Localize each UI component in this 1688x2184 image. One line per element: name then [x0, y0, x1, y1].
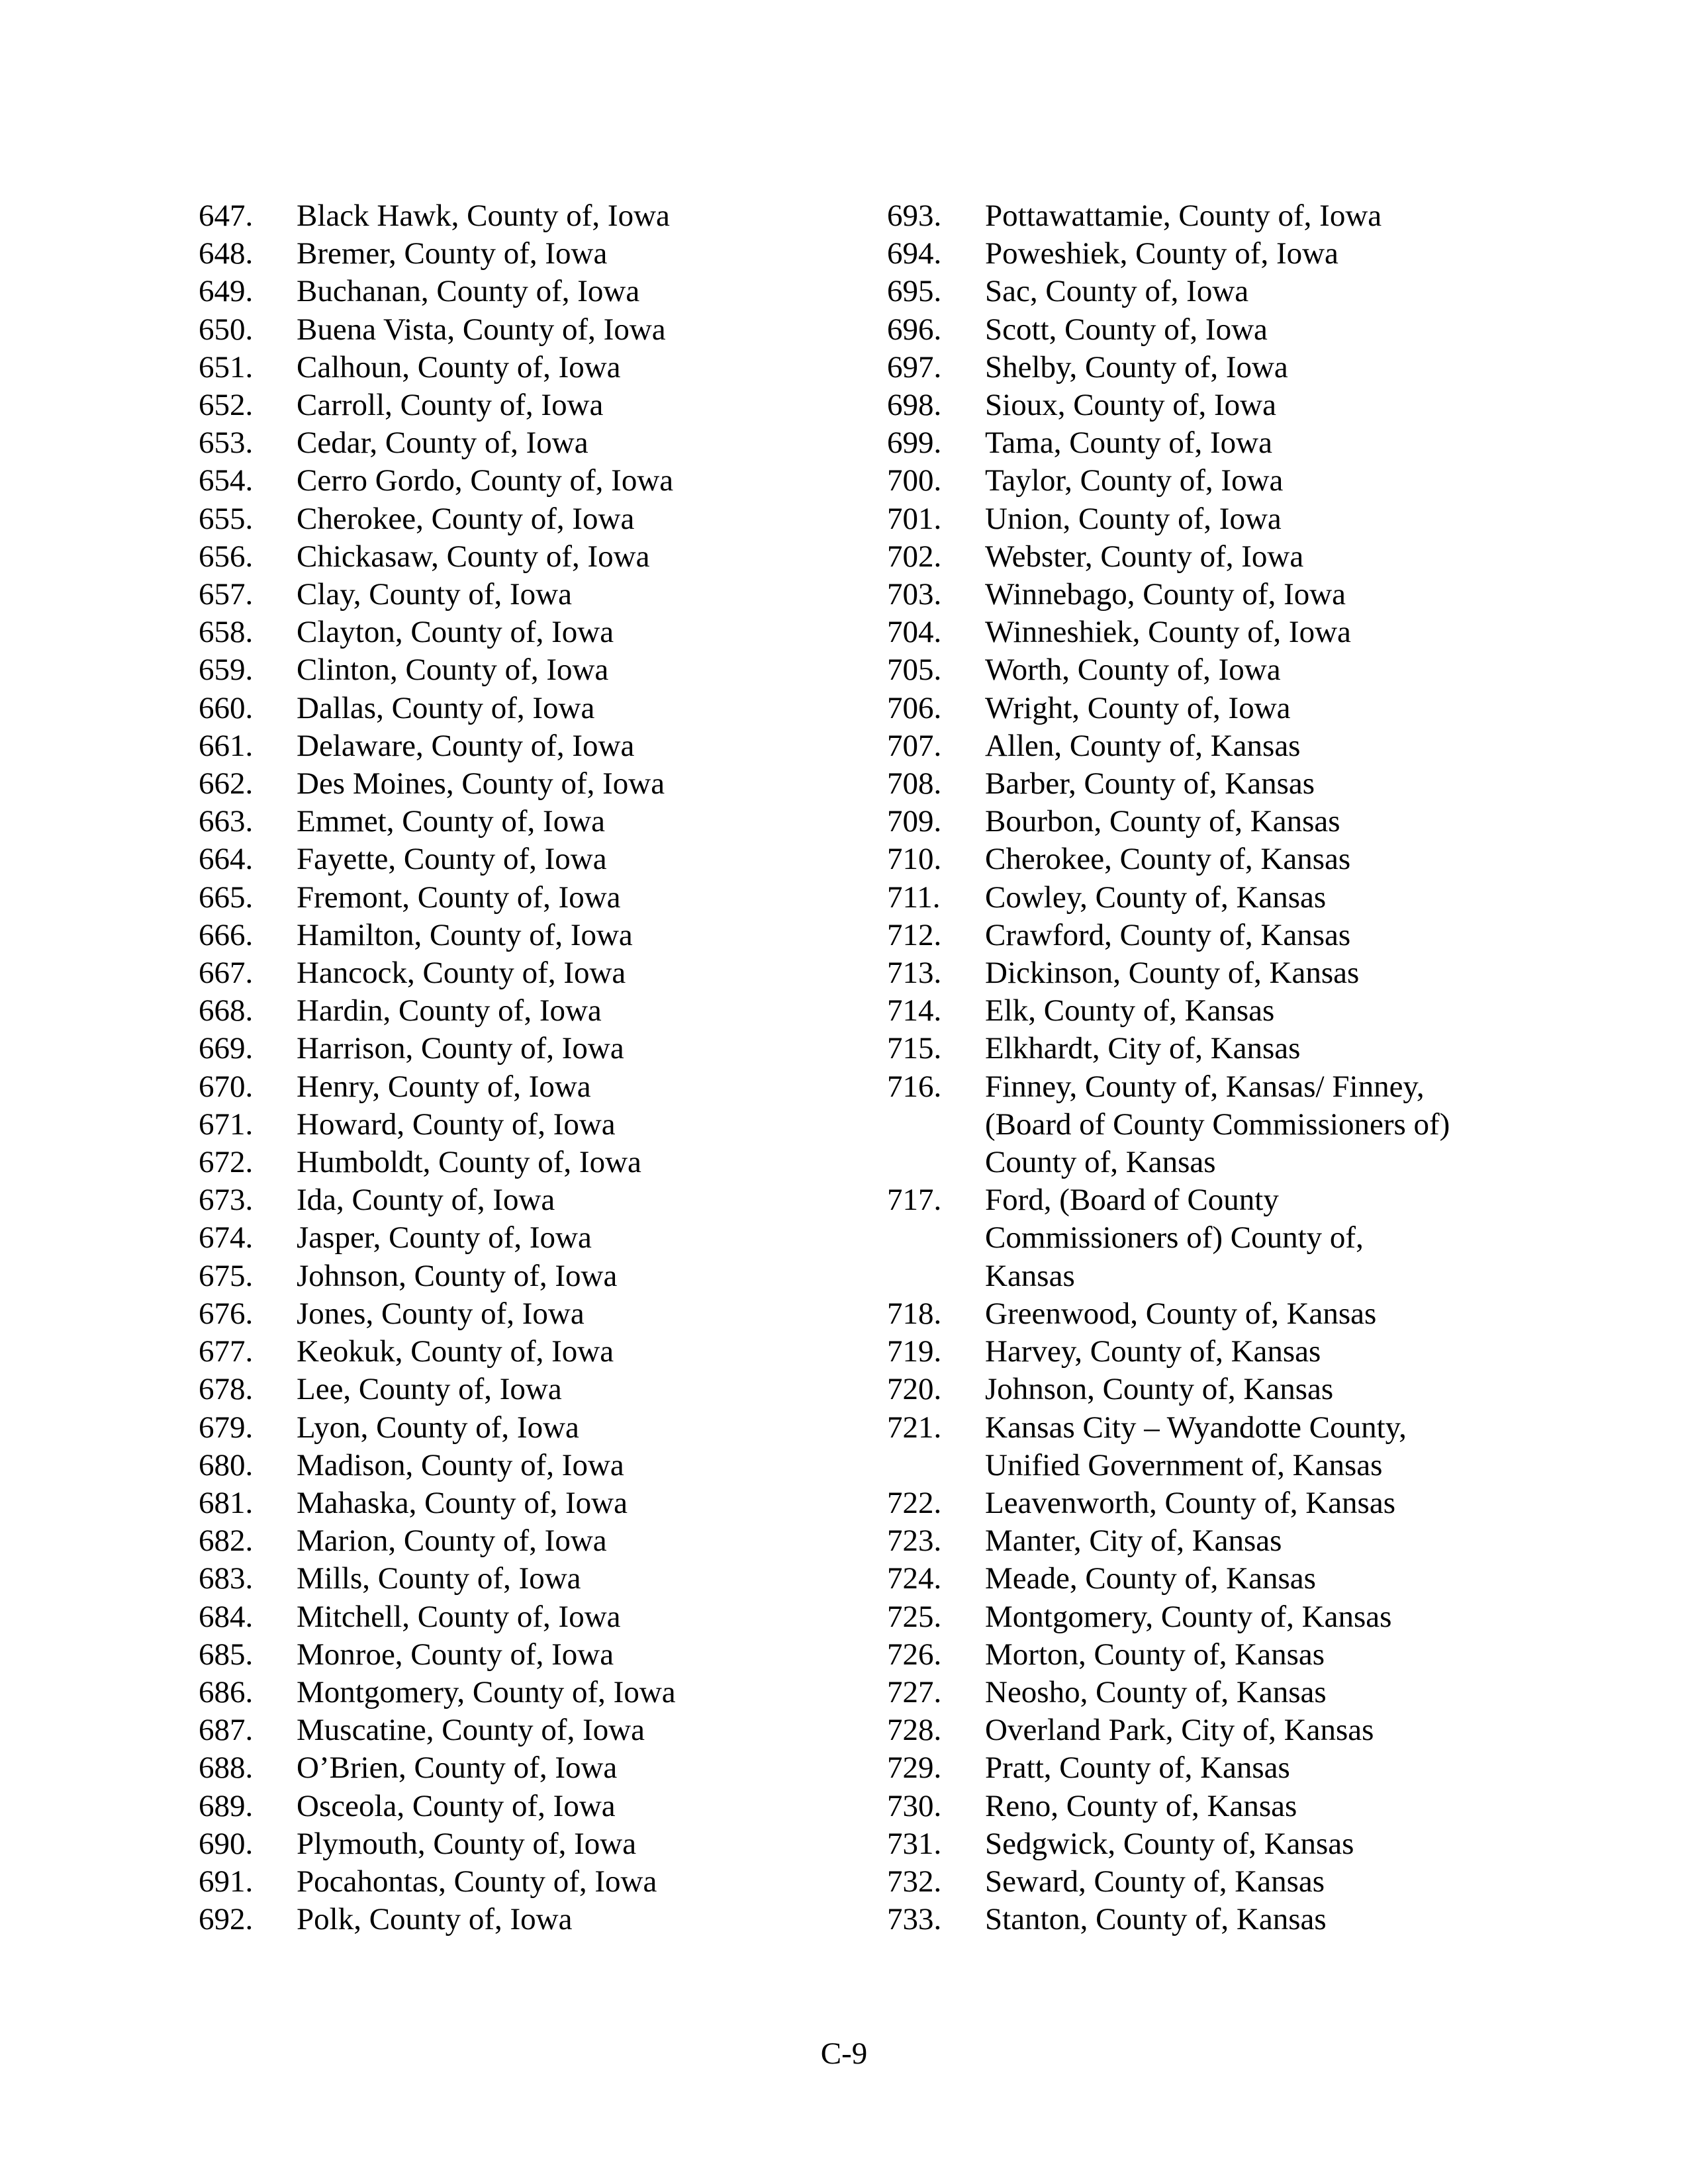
list-item	[887, 1598, 1516, 1636]
right-column-list	[887, 197, 1516, 1938]
list-item	[199, 1106, 861, 1144]
item-name: Union, County of, Iowa	[985, 501, 1282, 536]
item-number: 713.	[887, 956, 942, 991]
item-name: Henry, County of, Iowa	[297, 1069, 591, 1104]
item-number: 719.	[887, 1334, 942, 1369]
item-name: Mahaska, County of, Iowa	[297, 1485, 628, 1520]
item-name: Madison, County of, Iowa	[297, 1447, 624, 1482]
item-name: Johnson, County of, Iowa	[297, 1258, 618, 1293]
list-item	[887, 387, 1516, 424]
item-name: Crawford, County of, Kansas	[985, 917, 1351, 952]
item-name: Stanton, County of, Kansas	[985, 1902, 1327, 1937]
item-name: Neosho, County of, Kansas	[985, 1674, 1327, 1709]
item-name: Montgomery, County of, Kansas	[985, 1599, 1392, 1634]
list-item	[887, 197, 1516, 235]
item-number: 673.	[199, 1183, 254, 1218]
item-name: Calhoun, County of, Iowa	[297, 349, 621, 385]
item-number: 702.	[887, 539, 942, 574]
item-name: Montgomery, County of, Iowa	[297, 1674, 676, 1709]
item-name: Shelby, County of, Iowa	[985, 349, 1288, 385]
item-name: Muscatine, County of, Iowa	[297, 1713, 645, 1748]
list-item	[887, 1788, 1516, 1825]
item-number: 724.	[887, 1561, 942, 1596]
item-number: 686.	[199, 1674, 254, 1709]
list-item	[887, 917, 1516, 954]
item-name: Cherokee, County of, Kansas	[985, 842, 1351, 877]
item-number: 698.	[887, 388, 942, 423]
item-name: Seward, County of, Kansas	[985, 1864, 1325, 1899]
list-item	[887, 727, 1516, 765]
item-number: 694.	[887, 236, 942, 271]
item-name: Tama, County of, Iowa	[985, 426, 1272, 461]
list-item	[887, 1484, 1516, 1522]
item-name: Carroll, County of, Iowa	[297, 388, 604, 423]
list-item	[887, 349, 1516, 387]
item-number: 707.	[887, 728, 942, 763]
list-item	[199, 954, 861, 992]
list-item	[199, 992, 861, 1030]
list-item	[199, 765, 861, 803]
list-item	[199, 1181, 861, 1219]
list-item	[887, 1181, 1516, 1295]
list-item	[887, 765, 1516, 803]
item-name: Des Moines, County of, Iowa	[297, 766, 665, 801]
item-name: Keokuk, County of, Iowa	[297, 1334, 614, 1369]
item-number: 666.	[199, 917, 254, 952]
item-name: Monroe, County of, Iowa	[297, 1637, 614, 1672]
item-name: Sioux, County of, Iowa	[985, 388, 1276, 423]
item-number: 696.	[887, 312, 942, 347]
list-item	[199, 311, 861, 349]
item-number: 689.	[199, 1788, 254, 1823]
item-number: 674.	[199, 1220, 254, 1255]
list-item	[199, 614, 861, 651]
list-item	[199, 1257, 861, 1295]
item-number: 710.	[887, 842, 942, 877]
item-number: 661.	[199, 728, 254, 763]
list-item	[887, 954, 1516, 992]
list-item	[199, 1636, 861, 1674]
item-name: Johnson, County of, Kansas	[985, 1372, 1334, 1407]
item-number: 679.	[199, 1410, 254, 1445]
item-number: 678.	[199, 1372, 254, 1407]
item-number: 668.	[199, 993, 254, 1028]
item-number: 682.	[199, 1524, 254, 1559]
item-number: 691.	[199, 1864, 254, 1899]
item-name: Pratt, County of, Kansas	[985, 1751, 1290, 1786]
item-name: Leavenworth, County of, Kansas	[985, 1485, 1395, 1520]
item-number: 704.	[887, 615, 942, 650]
list-item	[887, 1749, 1516, 1787]
item-name: Harvey, County of, Kansas	[985, 1334, 1321, 1369]
item-number: 718.	[887, 1296, 942, 1331]
list-item	[887, 1409, 1516, 1484]
item-number: 665.	[199, 880, 254, 915]
list-item	[199, 1144, 861, 1181]
item-name: Manter, City of, Kansas	[985, 1524, 1282, 1559]
item-number: 670.	[199, 1069, 254, 1104]
item-name: Mitchell, County of, Iowa	[297, 1599, 621, 1634]
item-number: 660.	[199, 690, 254, 725]
item-name: Cowley, County of, Kansas	[985, 880, 1327, 915]
item-number: 676.	[199, 1296, 254, 1331]
list-item	[199, 1863, 861, 1901]
item-name: Lee, County of, Iowa	[297, 1372, 562, 1407]
list-item	[887, 841, 1516, 878]
list-item	[887, 1295, 1516, 1333]
item-number: 675.	[199, 1258, 254, 1293]
item-number: 664.	[199, 842, 254, 877]
list-item	[887, 1030, 1516, 1068]
item-name: Kansas City – Wyandotte County, Unified Government of, Kansas	[985, 1410, 1407, 1482]
list-item	[887, 311, 1516, 349]
list-item	[887, 651, 1516, 689]
item-number: 659.	[199, 653, 254, 688]
item-name: Bremer, County of, Iowa	[297, 236, 608, 271]
item-name: Clay, County of, Iowa	[297, 577, 572, 612]
item-name: Mills, County of, Iowa	[297, 1561, 581, 1596]
list-item	[199, 1030, 861, 1068]
item-number: 727.	[887, 1674, 942, 1709]
item-name: Poweshiek, County of, Iowa	[985, 236, 1338, 271]
item-number: 725.	[887, 1599, 942, 1634]
item-number: 672.	[199, 1145, 254, 1180]
list-item	[199, 1219, 861, 1257]
list-item	[199, 1484, 861, 1522]
item-number: 681.	[199, 1485, 254, 1520]
list-item	[199, 727, 861, 765]
item-name: Cedar, County of, Iowa	[297, 426, 588, 461]
item-number: 652.	[199, 388, 254, 423]
item-number: 705.	[887, 653, 942, 688]
item-number: 714.	[887, 993, 942, 1028]
item-number: 732.	[887, 1864, 942, 1899]
list-item	[887, 1863, 1516, 1901]
item-name: Plymouth, County of, Iowa	[297, 1826, 637, 1861]
item-name: Cherokee, County of, Iowa	[297, 501, 635, 536]
list-item	[199, 879, 861, 917]
item-number: 726.	[887, 1637, 942, 1672]
item-name: Dickinson, County of, Kansas	[985, 956, 1360, 991]
item-name: Reno, County of, Kansas	[985, 1788, 1297, 1823]
item-number: 723.	[887, 1524, 942, 1559]
list-item	[887, 1825, 1516, 1863]
list-item	[887, 424, 1516, 462]
item-number: 667.	[199, 956, 254, 991]
item-name: Meade, County of, Kansas	[985, 1561, 1316, 1596]
item-number: 729.	[887, 1751, 942, 1786]
item-name: Morton, County of, Kansas	[985, 1637, 1325, 1672]
item-number: 711.	[887, 880, 941, 915]
item-number: 731.	[887, 1826, 942, 1861]
item-name: Pottawattamie, County of, Iowa	[985, 199, 1382, 233]
item-number: 690.	[199, 1826, 254, 1861]
list-item	[199, 1674, 861, 1711]
item-number: 695.	[887, 274, 942, 309]
item-number: 720.	[887, 1372, 942, 1407]
item-number: 658.	[199, 615, 254, 650]
item-number: 651.	[199, 349, 254, 385]
item-name: Polk, County of, Iowa	[297, 1902, 573, 1937]
item-name: Jasper, County of, Iowa	[297, 1220, 592, 1255]
list-item	[199, 841, 861, 878]
list-item	[887, 500, 1516, 538]
list-item	[199, 349, 861, 387]
list-item	[199, 803, 861, 841]
item-name: Taylor, County of, Iowa	[985, 463, 1284, 498]
item-name: Lyon, County of, Iowa	[297, 1410, 579, 1445]
list-item	[887, 690, 1516, 727]
list-item	[199, 1901, 861, 1938]
list-item	[887, 1636, 1516, 1674]
list-item	[199, 1711, 861, 1749]
item-name: Greenwood, County of, Kansas	[985, 1296, 1377, 1331]
item-name: Humboldt, County of, Iowa	[297, 1145, 641, 1180]
item-name: Clinton, County of, Iowa	[297, 653, 609, 688]
item-number: 697.	[887, 349, 942, 385]
item-name: O’Brien, County of, Iowa	[297, 1751, 618, 1786]
list-item	[199, 462, 861, 500]
item-number: 654.	[199, 463, 254, 498]
list-item	[199, 1825, 861, 1863]
list-item	[199, 1560, 861, 1598]
list-item	[887, 538, 1516, 576]
item-name: Elk, County of, Kansas	[985, 993, 1275, 1028]
list-item	[887, 1068, 1516, 1182]
item-number: 657.	[199, 577, 254, 612]
list-item	[199, 387, 861, 424]
list-item	[887, 1901, 1516, 1938]
item-number: 649.	[199, 274, 254, 309]
item-name: Buchanan, County of, Iowa	[297, 274, 640, 309]
item-name: Barber, County of, Kansas	[985, 766, 1315, 801]
item-name: Fremont, County of, Iowa	[297, 880, 621, 915]
item-name: Winneshiek, County of, Iowa	[985, 615, 1351, 650]
list-item	[887, 879, 1516, 917]
item-number: 693.	[887, 199, 942, 233]
item-name: Hancock, County of, Iowa	[297, 956, 626, 991]
list-item	[887, 1371, 1516, 1408]
list-item	[887, 992, 1516, 1030]
item-number: 647.	[199, 199, 254, 233]
item-name: Overland Park, City of, Kansas	[985, 1713, 1374, 1748]
list-item	[199, 1522, 861, 1560]
item-name: Ida, County of, Iowa	[297, 1183, 555, 1218]
item-name: Jones, County of, Iowa	[297, 1296, 585, 1331]
item-number: 650.	[199, 312, 254, 347]
item-number: 663.	[199, 804, 254, 839]
item-name: Chickasaw, County of, Iowa	[297, 539, 650, 574]
list-item	[199, 1788, 861, 1825]
list-item	[199, 273, 861, 310]
item-name: Howard, County of, Iowa	[297, 1107, 616, 1142]
list-item	[887, 235, 1516, 273]
list-item	[199, 1371, 861, 1408]
item-name: Pocahontas, County of, Iowa	[297, 1864, 657, 1899]
list-item	[199, 235, 861, 273]
item-name: Ford, (Board of County Commissioners of) County of, Kansas	[985, 1183, 1364, 1293]
list-item	[199, 651, 861, 689]
list-item	[887, 1333, 1516, 1371]
item-number: 671.	[199, 1107, 254, 1142]
page-number: C-9	[820, 2036, 868, 2071]
list-item	[199, 538, 861, 576]
item-number: 677.	[199, 1334, 254, 1369]
item-name: Osceola, County of, Iowa	[297, 1788, 616, 1823]
list-item	[887, 1674, 1516, 1711]
item-number: 680.	[199, 1447, 254, 1482]
list-item	[199, 1295, 861, 1333]
item-name: Black Hawk, County of, Iowa	[297, 199, 670, 233]
item-name: Winnebago, County of, Iowa	[985, 577, 1346, 612]
item-number: 688.	[199, 1751, 254, 1786]
item-number: 683.	[199, 1561, 254, 1596]
list-item	[199, 690, 861, 727]
item-name: Buena Vista, County of, Iowa	[297, 312, 666, 347]
item-number: 728.	[887, 1713, 942, 1748]
item-number: 687.	[199, 1713, 254, 1748]
item-number: 655.	[199, 501, 254, 536]
item-name: Harrison, County of, Iowa	[297, 1031, 624, 1066]
item-number: 700.	[887, 463, 942, 498]
item-number: 701.	[887, 501, 942, 536]
list-item	[199, 1333, 861, 1371]
list-item	[199, 500, 861, 538]
item-name: Worth, County of, Iowa	[985, 653, 1281, 688]
list-item	[199, 1447, 861, 1484]
item-number: 692.	[199, 1902, 254, 1937]
item-name: Webster, County of, Iowa	[985, 539, 1304, 574]
item-number: 722.	[887, 1485, 942, 1520]
item-name: Hardin, County of, Iowa	[297, 993, 602, 1028]
item-number: 669.	[199, 1031, 254, 1066]
list-item	[199, 1749, 861, 1787]
item-name: Dallas, County of, Iowa	[297, 690, 595, 725]
item-name: Sedgwick, County of, Kansas	[985, 1826, 1354, 1861]
item-name: Hamilton, County of, Iowa	[297, 917, 633, 952]
item-name: Elkhardt, City of, Kansas	[985, 1031, 1301, 1066]
list-item	[887, 1522, 1516, 1560]
list-item	[199, 197, 861, 235]
item-name: Clayton, County of, Iowa	[297, 615, 614, 650]
list-item	[887, 1560, 1516, 1598]
item-number: 706.	[887, 690, 942, 725]
item-number: 708.	[887, 766, 942, 801]
item-number: 648.	[199, 236, 254, 271]
item-number: 716.	[887, 1069, 942, 1104]
item-number: 733.	[887, 1902, 942, 1937]
item-name: Sac, County of, Iowa	[985, 274, 1249, 309]
list-item	[199, 424, 861, 462]
item-number: 721.	[887, 1410, 942, 1445]
item-number: 699.	[887, 426, 942, 461]
item-name: Bourbon, County of, Kansas	[985, 804, 1340, 839]
item-number: 709.	[887, 804, 942, 839]
item-name: Marion, County of, Iowa	[297, 1524, 607, 1559]
item-name: Cerro Gordo, County of, Iowa	[297, 463, 674, 498]
item-number: 685.	[199, 1637, 254, 1672]
list-item	[887, 1711, 1516, 1749]
left-column-list	[199, 197, 861, 1938]
item-number: 730.	[887, 1788, 942, 1823]
list-item	[199, 576, 861, 614]
list-item	[887, 614, 1516, 651]
item-name: Allen, County of, Kansas	[985, 728, 1301, 763]
item-name: Finney, County of, Kansas/ Finney, (Board of County Commissioners of) County of, Kansas	[985, 1069, 1450, 1180]
list-item	[887, 273, 1516, 310]
item-name: Emmet, County of, Iowa	[297, 804, 606, 839]
item-number: 712.	[887, 917, 942, 952]
list-item	[199, 1068, 861, 1106]
item-name: Scott, County of, Iowa	[985, 312, 1268, 347]
item-number: 717.	[887, 1183, 942, 1218]
item-number: 653.	[199, 426, 254, 461]
item-name: Delaware, County of, Iowa	[297, 728, 635, 763]
item-number: 715.	[887, 1031, 942, 1066]
list-item	[199, 1409, 861, 1447]
list-item	[887, 803, 1516, 841]
item-number: 656.	[199, 539, 254, 574]
item-number: 662.	[199, 766, 254, 801]
list-item	[887, 462, 1516, 500]
item-name: Fayette, County of, Iowa	[297, 842, 607, 877]
item-name: Wright, County of, Iowa	[985, 690, 1291, 725]
item-number: 684.	[199, 1599, 254, 1634]
list-item	[199, 917, 861, 954]
list-item	[887, 576, 1516, 614]
item-number: 703.	[887, 577, 942, 612]
list-item	[199, 1598, 861, 1636]
